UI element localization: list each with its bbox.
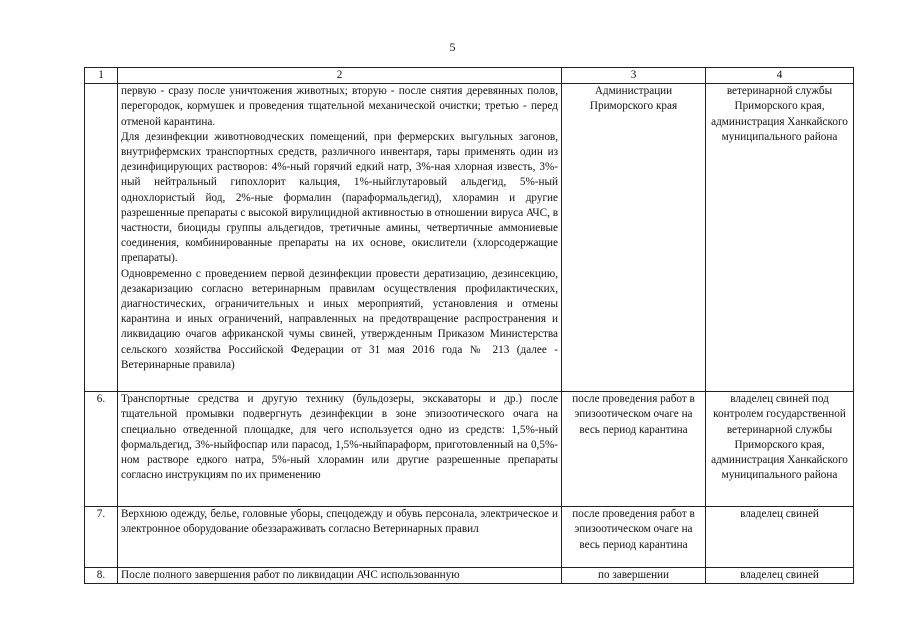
header-col-3: 3 <box>562 68 706 84</box>
table-row <box>85 84 854 392</box>
page-number: 5 <box>449 40 456 54</box>
measure-responsible: владелец свиней под контролем государственной ветеринарной службы Приморского края, администрация Ханкайского муниципального района <box>706 392 854 507</box>
row-number <box>85 84 118 392</box>
header-col-4: 4 <box>706 68 854 84</box>
measure-description <box>118 568 562 584</box>
measure-responsible: владелец свиней <box>706 507 854 568</box>
measure-timing: после проведения работ в эпизоотическом очаге на весь период карантина <box>562 507 706 568</box>
measure-paragraph: Одновременно с проведением первой дезинфекции провести дератизацию, дезинсекцию, дезакаризацию согласно ветеринарным правилам осуществления профилактических, диагностических, ограничительных и иных мероприятий, установления и отмены карантина и иных ограничений, направленных на предотвращение распространения и ликвидацию очагов африканской чумы свиней, утвержденным Приказом Министерства сельского хозяйства Российской Федерации от 31 мая 2016 года № 213 (далее - Ветеринарные правила) <box>121 267 558 371</box>
measure-responsible: ветеринарной службы Приморского края, администрация Ханкайского муниципального района <box>706 84 854 392</box>
table-header-row <box>85 68 854 84</box>
header-col-1: 1 <box>85 68 118 84</box>
measure-paragraph: Транспортные средства и другую технику (бульдозеры, экскаваторы и др.) после тщательной промывки подвергнуть дезинфекции в зоне эпизоотического очага на специально отведенной площадке, для чего используется одно из средств: 1,5%-ный формальдегид, 3%-ныйфоспар или парасод, 1,5%-ныйпараформ, приготовленный на 0,5%-ном растворе едкого натра, 5%-ный хлорамин или другие разрешенные препараты согласно инструкциям по их применению <box>121 393 558 482</box>
measure-paragraph: После полного завершения работ по ликвидации АЧС использованную <box>121 569 460 582</box>
measure-paragraph: первую - сразу после уничтожения животных; вторую - после снятия деревянных полов, перегородок, кормушек и проведения тщательной механической очистки; третью - перед отменой карантина. <box>121 85 558 128</box>
measure-description <box>118 392 562 507</box>
table-row <box>85 507 854 568</box>
measure-paragraph: Верхнюю одежду, белье, головные уборы, спецодежду и обувь персонала, электрическое и электронное оборудование обеззараживать согласно Ветеринарных правил <box>121 508 558 536</box>
measure-description <box>118 84 562 392</box>
row-number: 8. <box>85 568 118 584</box>
table-row <box>85 568 854 584</box>
row-number: 7. <box>85 507 118 568</box>
measure-timing: по завершении <box>562 568 706 584</box>
measure-description <box>118 507 562 568</box>
table-row <box>85 392 854 507</box>
measure-responsible: владелец свиней <box>706 568 854 584</box>
measures-table <box>84 67 854 584</box>
measure-paragraph: Для дезинфекции животноводческих помещений, при фермерских выгульных загонов, внутрифермских транспортных средств, различного инвентаря, тары применять один из дезинфицирующих растворов: 4%-ный горячий едкий натр, 3%-ная хлорная известь, 3%-ный нейтральный гипохлорит кальция, 1%-ныйглутаровый альдегид, 5%-ный однохлористый йод, 2%-ные формалин (параформальдегид), хлорамин и другие разрешенные препараты с высокой вирулицидной активностью в отношении вируса АЧС, в частности, биоциды группы альдегидов, третичные амины, четвертичные аммониевые соединения, комбинированные препараты на их основе, окислители (хлорсодержащие препараты). <box>121 130 559 265</box>
row-number: 6. <box>85 392 118 507</box>
header-col-2: 2 <box>118 68 562 84</box>
measure-timing: после проведения работ в эпизоотическом очаге на весь период карантина <box>562 392 706 507</box>
measure-timing: Администрации Приморского края <box>562 84 706 392</box>
